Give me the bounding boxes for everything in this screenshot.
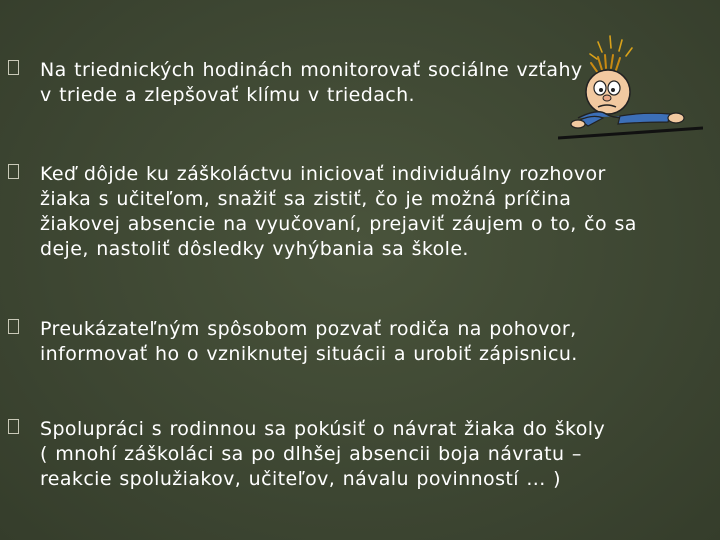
bullet-marker-icon xyxy=(8,419,19,434)
bullet-text-4: Spolupráci s rodinnou sa pokúsiť o návrat žiaka do školy ( mnohí záškoláci sa po dlhšej absencii boja návratu – reakcie spolužiakov, učiteľov, návalu povinností ... ) xyxy=(40,418,606,490)
bullet-text-2: Keď dôjde ku záškoláctvu iniciovať individuálny rozhovor žiaka s učiteľom, snažiť sa zistiť, čo je možná príčina žiakovej absencie na vyučovaní, prejaviť záujem o to, čo sa deje, nastoliť dôsledky vyhýbania sa škole. xyxy=(40,163,637,260)
stressed-person-clipart-icon xyxy=(558,30,703,145)
bullet-text-1: Na triednických hodinách monitorovať sociálne vzťahy v triede a zlepšovať klímu v triedach. xyxy=(40,59,583,106)
bullet-marker-icon xyxy=(8,319,19,334)
bullet-marker-icon xyxy=(8,60,19,75)
bullet-text-3: Preukázateľným spôsobom pozvať rodiča na pohovor, informovať ho o vzniknutej situácii a urobiť zápisnicu. xyxy=(40,318,578,365)
bullet-marker-icon xyxy=(8,164,19,179)
